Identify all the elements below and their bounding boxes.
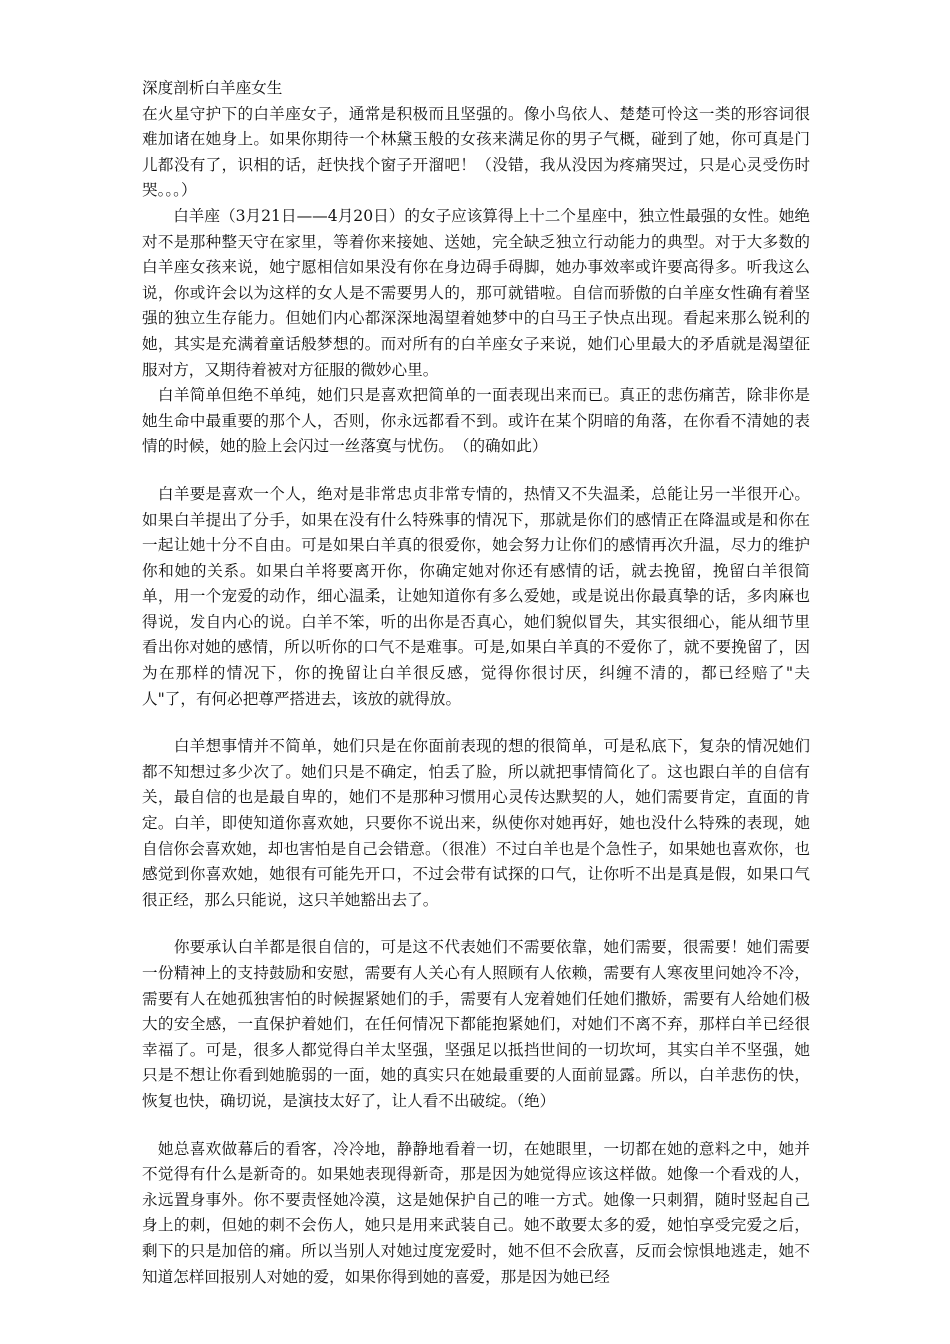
paragraph-spacer — [142, 913, 810, 935]
paragraph-simple: 白羊简单但绝不单纯，她们只是喜欢把简单的一面表现出来而已。真正的悲伤痛苦，除非你是她生命中最重要的那个人，否则，你永远都看不到。或许在某个阴暗的角落，在你看不清她的表情的时候，她的脸上会闪过一丝落寞与忧伤。 （的确如此） — [142, 386, 810, 456]
document-page — [142, 76, 810, 1290]
paragraph-thinking: 白羊想事情并不简单，她们只是在你面前表现的想的很简单，可是私底下，复杂的情况她们都不知想过多少次了。她们只是不确定，怕丢了脸，所以就把事情简化了。这也跟白羊的自信有关，最自信的也是最自卑的，她们不是那种习惯用心灵传达默契的人，她们需要肯定，直面的肯定。白羊，即使知道你喜欢她，只要你不说出来，纵使你对她再好，她也没什么特殊的表现，她自信你会喜欢她，却也害怕是自己会错意。（很准）不过白羊也是个急性子，如果她也喜欢你，也感觉到你喜欢她，她很有可能先开口，不过会带有试探的口气，让你听不出是真是假，如果口气很正经，那么只能说，这只羊她豁出去了。 — [142, 737, 810, 909]
paragraph-spacer — [142, 460, 810, 482]
paragraph-observer: 她总喜欢做幕后的看客，冷冷地，静静地看着一切，在她眼里，一切都在她的意料之中，她并不觉得有什么是新奇的。如果她表现得新奇，那是因为她觉得应该这样做。她像一个看戏的人，永远置身事外。你不要责怪她冷漠，这是她保护自己的唯一方式。她像一只刺猬，随时竖起自己身上的刺，但她的刺不会伤人，她只是用来武装自己。她不敢要太多的爱，她怕享受完爱之后，剩下的只是加倍的痛。所以当别人对她过度宠爱时，她不但不会欣喜，反而会惊惧地逃走，她不知道怎样回报别人对她的爱，如果你得到她的喜爱，那是因为她已经 — [142, 1139, 810, 1286]
paragraph-intro: 在火星守护下的白羊座女子，通常是积极而且坚强的。像小鸟依人、楚楚可怜这一类的形容词很难加诸在她身上。如果你期待一个林黛玉般的女孩来满足你的男子气概，碰到了她，你可真是门儿都没有了，识相的话，赶快找个窗子开溜吧！（没错，我从没因为疼痛哭过，只是心灵受伤时哭。。。） — [142, 104, 810, 200]
paragraph-spacer — [142, 1115, 810, 1137]
paragraph-love: 白羊要是喜欢一个人，绝对是非常忠贞非常专情的，热情又不失温柔，总能让另一半很开心。如果白羊提出了分手，如果在没有什么特殊事的情况下，那就是你们的感情正在降温或是和你在一起让她十分不自由。可是如果白羊真的很爱你，她会努力让你们的感情再次升温，尽力的维护你和她的关系。如果白羊将要离开你，你确定她对你还有感情的话，就去挽留，挽留白羊很简单，用一个宠爱的动作，细心温柔，让她知道你有多么爱她，或是说出你最真挚的话，多肉麻也得说，发自内心的说。白羊不笨，听的出你是否真心，她们貌似冒失，其实很细心，能从细节里看出你对她的感情，所以听你的口气不是难事。可是,如果白羊真的不爱你了，就不要挽留了，因为在那样的情况下，你的挽留让白羊很反感，觉得你很讨厌，纠缠不清的，都已经赔了"夫人"了，有何必把尊严搭进去，该放的就得放。 — [142, 484, 810, 708]
document-title: 深度剖析白羊座女生 — [142, 79, 283, 97]
paragraph-spacer — [142, 712, 810, 734]
paragraph-confidence: 你要承认白羊都是很自信的，可是这不代表她们不需要依靠，她们需要，很需要！她们需要一份精神上的支持鼓励和安慰，需要有人关心有人照顾有人依赖，需要有人寒夜里问她冷不冷，需要有人在她孤独害怕的时候握紧她们的手，需要有人宠着她们任她们撒娇，需要有人给她们极大的安全感，一直保护着她们，在任何情况下都能抱紧她们，对她们不离不弃，那样白羊已经很幸福了。可是，很多人都觉得白羊太坚强，坚强足以抵挡世间的一切坎坷，其实白羊不坚强，她只是不想让你看到她脆弱的一面，她的真实只在她最重要的人面前显露。所以，白羊悲伤的快，恢复也快，确切说，是演技太好了，让人看不出破绽。（绝） — [142, 938, 810, 1110]
paragraph-independence: 白羊座（3月21日——4月20日）的女子应该算得上十二个星座中，独立性最强的女性。她绝对不是那种整天守在家里，等着你来接她、送她，完全缺乏独立行动能力的典型。对于大多数的白羊座女孩来说，她宁愿相信如果没有你在身边碍手碍脚，她办事效率或许要高得多。听我这么说，你或许会以为这样的女人是不需要男人的，那可就错啦。自信而骄傲的白羊座女性确有着坚强的独立生存能力。但她们内心都深深地渴望着她梦中的白马王子快点出现。看起来那么锐利的她，其实是充满着童话般梦想的。而对所有的白羊座女子来说，她们心里最大的矛盾就是渴望征服对方，又期待着被对方征服的微妙心里。 — [142, 206, 810, 379]
